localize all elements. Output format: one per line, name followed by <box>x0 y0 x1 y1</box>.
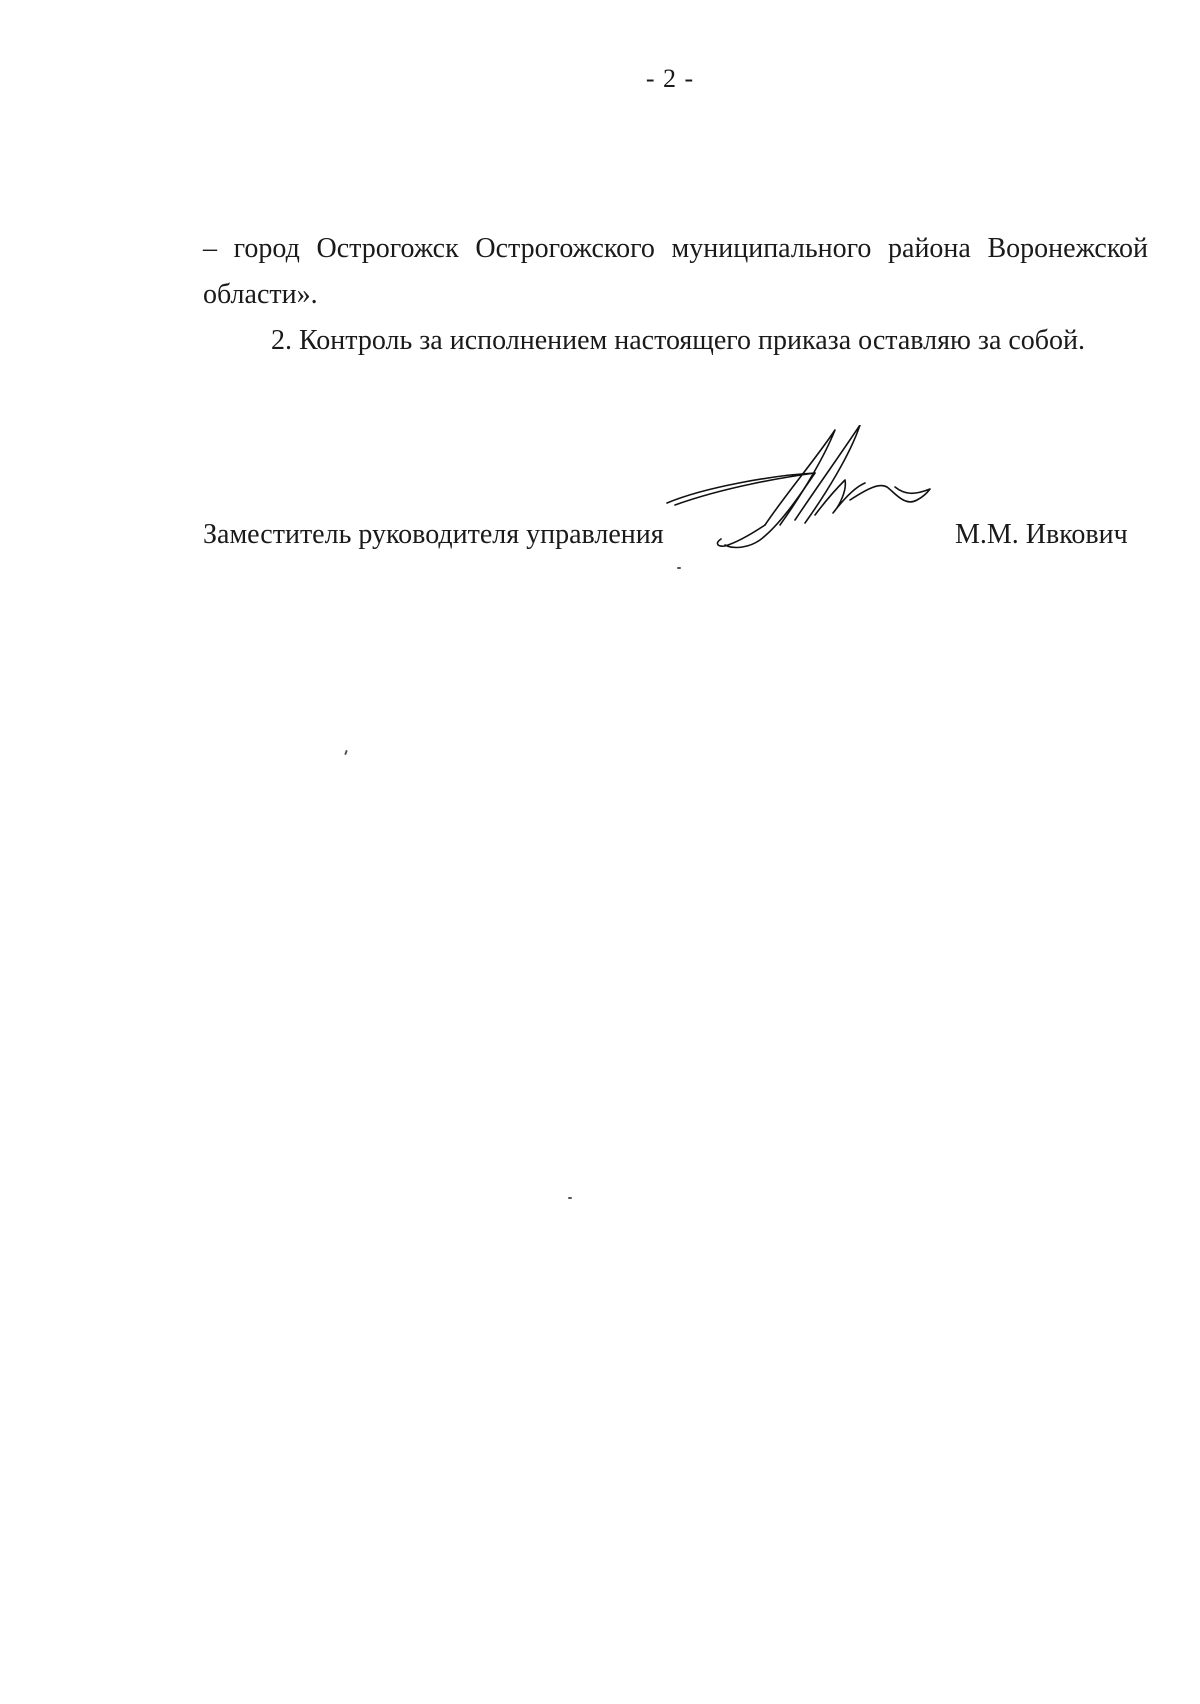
scan-speck <box>677 567 681 569</box>
signatory-title: Заместитель руководителя управления <box>203 519 664 550</box>
paragraph-1 <box>203 226 1148 318</box>
page-number: - 2 - <box>645 64 695 93</box>
scan-speck <box>568 1197 572 1199</box>
handwritten-signature <box>665 425 945 575</box>
paragraph-1-line-2: области». <box>203 279 318 310</box>
signatory-name: М.М. Ивкович <box>955 519 1128 550</box>
paragraph-1-line-1: – город Острогожск Острогожского муниципального района Воронежской <box>203 233 1148 264</box>
scan-speck <box>344 750 348 755</box>
paragraph-2: 2. Контроль за исполнением настоящего приказа оставляю за собой. <box>271 325 1086 356</box>
document-body <box>203 226 1148 364</box>
